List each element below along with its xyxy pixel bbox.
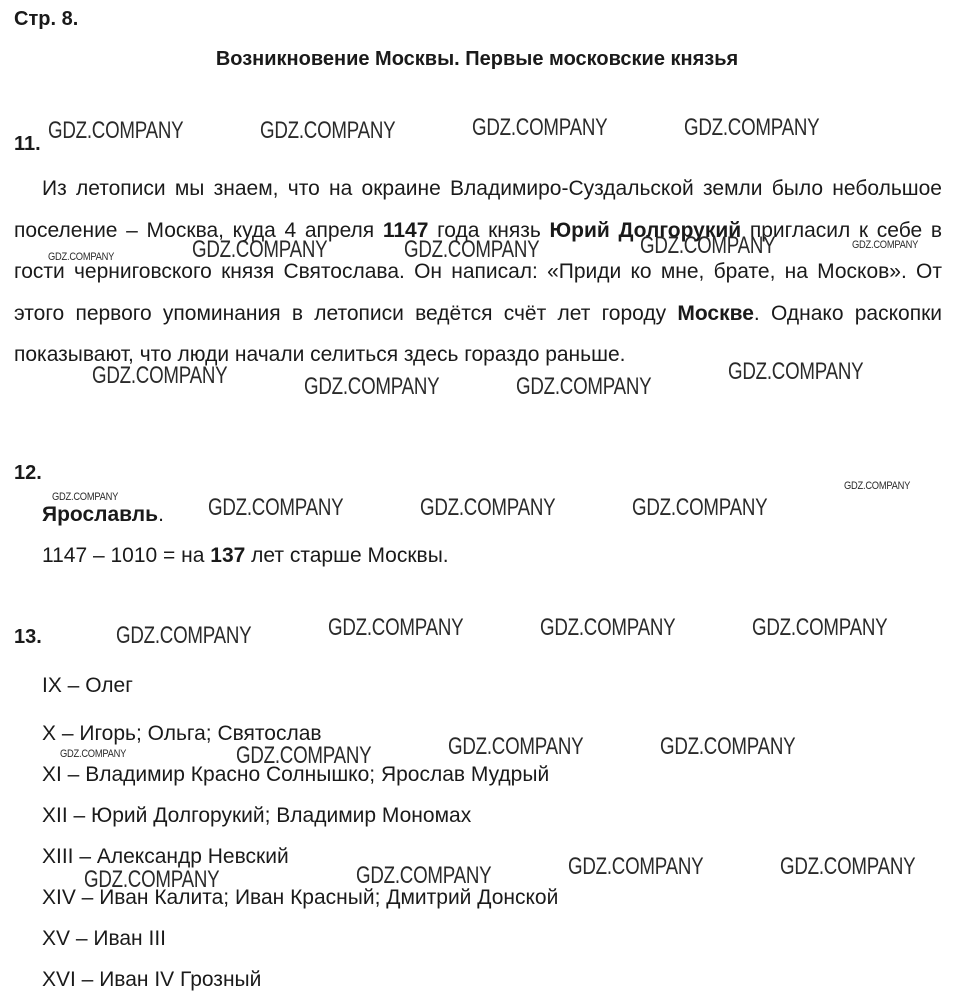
watermark: GDZ.COMPANY [780, 853, 916, 880]
task-12-calculation [42, 544, 449, 568]
watermark: GDZ.COMPANY [328, 614, 464, 641]
task-11-year: 1147 [382, 218, 429, 242]
century-line-9: IX – Олег [42, 674, 133, 697]
watermark: GDZ.COMPANY [48, 117, 184, 144]
watermark: GDZ.COMPANY [472, 114, 608, 141]
watermark: GDZ.COMPANY [84, 866, 220, 893]
task-13-number: 13. [14, 626, 42, 648]
task-11-text-part-4: . Однако раскопки показывают, что люди начали селиться здесь гораздо раньше. [14, 301, 942, 366]
watermark: GDZ.COMPANY [260, 117, 396, 144]
watermark: GDZ.COMPANY [192, 236, 328, 263]
century-line-11: XI – Владимир Красно Солнышко; Ярослав Мудрый [42, 763, 550, 786]
century-line-13: XIII – Александр Невский [42, 845, 289, 868]
watermark: GDZ.COMPANY [640, 232, 776, 259]
century-line-12: XII – Юрий Долгорукий; Владимир Мономах [42, 804, 472, 827]
watermark: GDZ.COMPANY [684, 114, 820, 141]
watermark: GDZ.COMPANY [632, 494, 768, 521]
watermark: GDZ.COMPANY [404, 236, 540, 263]
page-title: Возникновение Москвы. Первые московские князья [215, 48, 739, 70]
task-11-number: 11. [14, 133, 41, 155]
watermark: GDZ.COMPANY [420, 494, 556, 521]
watermark: GDZ.COMPANY [540, 614, 676, 641]
task-11-text [14, 168, 942, 376]
century-line-15: XV – Иван III [42, 927, 166, 950]
watermark: GDZ.COMPANY [568, 853, 704, 880]
watermark: GDZ.COMPANY [356, 862, 492, 889]
watermark: GDZ.COMPANY [208, 494, 344, 521]
task-12-number: 12. [14, 462, 42, 484]
task-11-text-part-1: Из летописи мы знаем, что на окраине Владимиро-Суздальской земли было небольшое поселение – Москва, куда 4 апреля [14, 177, 942, 242]
watermark: GDZ.COMPANY [728, 358, 864, 385]
task-12-calc-expression: 1147 – 1010 = на [42, 544, 211, 567]
task-11-city: Москве [677, 301, 754, 325]
watermark-small: GDZ.COMPANY [52, 491, 119, 503]
watermark: GDZ.COMPANY [660, 733, 796, 760]
task-11-prince: Юрий Долгорукий [549, 218, 742, 242]
watermark: GDZ.COMPANY [516, 373, 652, 400]
watermark-small: GDZ.COMPANY [844, 480, 911, 492]
task-11-text-part-2: года князь [428, 218, 550, 242]
watermark: GDZ.COMPANY [304, 373, 440, 400]
task-11-text-part-3: пригласил к себе в гости черниговского князя Святослава. Он написал: «Приди ко мне, брате, на Москов». От этого первого упоминания в летописи ведётся счёт лет городу [14, 218, 943, 325]
watermark: GDZ.COMPANY [92, 362, 228, 389]
watermark: GDZ.COMPANY [448, 733, 584, 760]
watermark-small: GDZ.COMPANY [48, 251, 115, 263]
page-number: Стр. 8. [14, 8, 79, 30]
century-line-14: XIV – Иван Калита; Иван Красный; Дмитрий Донской [42, 886, 559, 909]
watermark-small: GDZ.COMPANY [60, 748, 127, 760]
task-12-answer-city: Ярославль [42, 503, 159, 526]
watermark: GDZ.COMPANY [236, 742, 372, 769]
task-12-calc-suffix: лет старше Москвы. [245, 544, 449, 567]
task-12-answer [42, 503, 164, 527]
task-12-calc-result: 137 [210, 544, 246, 567]
century-line-16: XVI – Иван IV Грозный [42, 968, 262, 991]
watermark: GDZ.COMPANY [752, 614, 888, 641]
century-line-10: X – Игорь; Ольга; Святослав [42, 722, 322, 745]
task-12-answer-period: . [158, 503, 164, 526]
watermark-small: GDZ.COMPANY [852, 239, 919, 251]
watermark: GDZ.COMPANY [116, 622, 252, 649]
